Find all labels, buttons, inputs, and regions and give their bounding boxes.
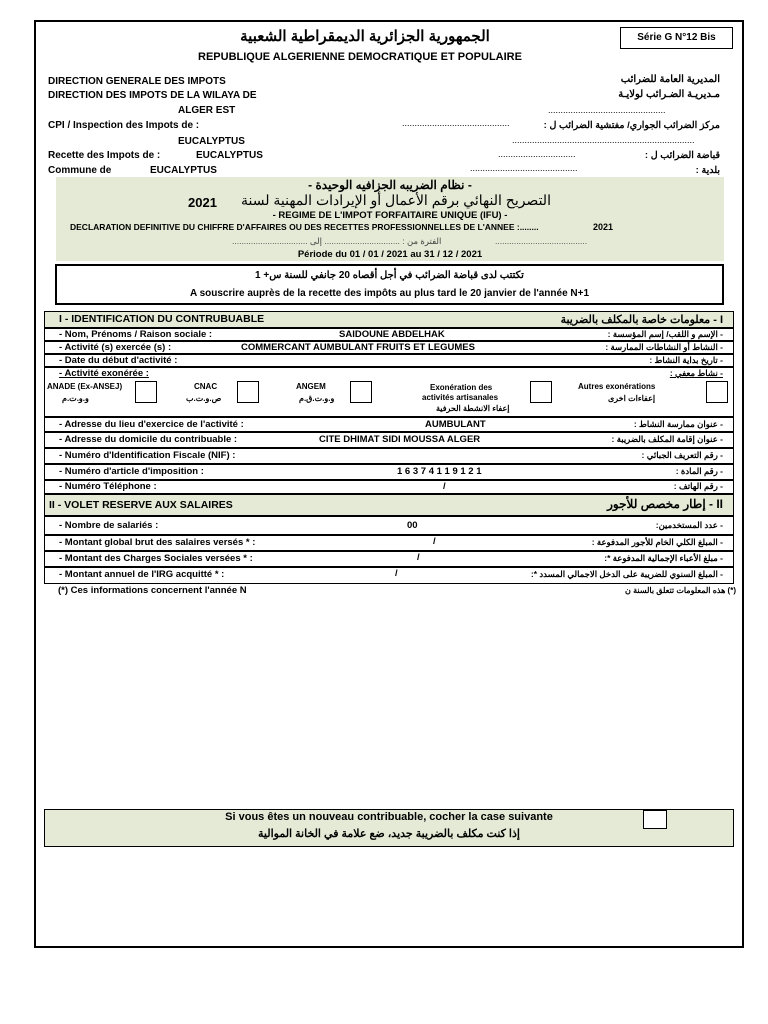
- charges-label-ar: - مبلغ الأعباء الإجمالية المدفوعة *:: [604, 553, 723, 563]
- article-label: - Numéro d'article d'imposition :: [59, 466, 204, 477]
- anade-label-ar: و.و.ت.م: [62, 394, 89, 403]
- regime-title-fr: - REGIME DE L'IMPOT FORFAITAIRE UNIQUE (IFU) -: [272, 210, 508, 221]
- dw-label: DIRECTION DES IMPOTS DE LA WILAYA DE: [48, 90, 257, 101]
- adresse-activite-label: - Adresse du lieu d'exercice de l'activité :: [59, 419, 244, 430]
- cnac-checkbox[interactable]: [237, 381, 259, 403]
- charges-label: - Montant des Charges Sociales versées * :: [59, 553, 253, 564]
- nb-salaries-label-ar: - عدد المستخدمين:: [655, 520, 723, 530]
- salaires-label: - Montant global brut des salaires versés * :: [59, 537, 256, 548]
- new-taxpayer-ar: إذا كنت مكلف بالضريبة جديد، ضع علامة في الخانة الموالية: [258, 828, 520, 840]
- dw-label-ar: مـديريـة الضـرائب لولايـة: [618, 89, 720, 100]
- adresse-activite-label-ar: - عنوان ممارسة النشاط :: [633, 419, 723, 429]
- autres-label: Autres exonérations: [578, 382, 656, 391]
- note-fr: (*) Ces informations concernent l'année N: [58, 585, 247, 596]
- irg-value: /: [395, 568, 398, 579]
- salaires-label-ar: - المبلغ الكلي الخام للأجور المدفوعة :: [591, 537, 723, 547]
- row-activite: [44, 341, 734, 354]
- nb-salaries-label: - Nombre de salariés :: [59, 520, 159, 531]
- cpi-label-ar: مركز الضرائب الجواري/ مفتشية الضرائب ل :: [543, 120, 720, 131]
- dw-dots: ...............................................: [548, 105, 666, 115]
- declaration-title-fr: DECLARATION DEFINITIVE DU CHIFFRE D'AFFAIRES OU DES RECETTES PROFESSIONNELLES DE L'ANNEE :........: [70, 222, 539, 232]
- exoneration-label: - Activité exonérée :: [59, 368, 149, 379]
- periode-fr: Période du 01 / 01 / 2021 au 31 / 12 / 2021: [297, 249, 483, 260]
- deadline-notice-ar: تكتتب لدى قباضة الضرائب في أجل أقصاه 20 جانفي للسنة س+ 1: [255, 270, 524, 281]
- activite-label: - Activité (s) exercée (s) :: [59, 342, 172, 353]
- cpi-value: EUCALYPTUS: [178, 136, 245, 147]
- adresse-domicile-label-ar: - عنوان إقامة المكلف بالضريبة :: [611, 434, 723, 444]
- row-date-debut: [44, 354, 734, 367]
- recette-label: Recette des Impots de :: [48, 150, 161, 161]
- date-debut-label: - Date du début d'activité :: [59, 355, 178, 366]
- cpi-dots: ...........................................: [402, 118, 510, 128]
- recette-dots: ...............................: [498, 149, 576, 159]
- nom-value: SAIDOUNE ABDELHAK: [339, 329, 445, 340]
- angem-label-ar: و.و.ت.ق.م: [299, 394, 335, 403]
- artisan-label-1: Exonération des: [430, 383, 493, 392]
- row-charges: [44, 551, 734, 567]
- declaration-year: 2021: [593, 222, 614, 232]
- section-1-title-fr: I - IDENTIFICATION DU CONTRUBUABLE: [59, 313, 265, 325]
- nom-label: - Nom, Prénoms / Raison sociale :: [59, 329, 213, 340]
- activite-label-ar: - النشاط أو النشاطات الممارسة :: [605, 342, 723, 352]
- cnac-label: CNAC: [194, 382, 218, 391]
- deadline-notice-fr: A souscrire auprès de la recette des impôts au plus tard le 20 janvier de l'année N+1: [189, 288, 590, 299]
- telephone-label: - Numéro Téléphone :: [59, 481, 157, 492]
- note-ar: (*) هذه المعلومات تتعلق بالسنة ن: [625, 586, 736, 595]
- article-label-ar: - رقم المادة :: [675, 466, 723, 476]
- date-debut-label-ar: - تاريخ بداية النشاط :: [649, 355, 723, 365]
- section-2-title-fr: II - VOLET RESERVE AUX SALAIRES: [49, 499, 233, 511]
- row-adresse-activite: [44, 417, 734, 432]
- exoneration-label-ar: - نشاط معفي :: [669, 368, 723, 378]
- anade-checkbox[interactable]: [135, 381, 157, 403]
- section-1-header: [44, 311, 734, 328]
- regime-title-ar: - نظام الضريبه الجزافيه الوحيدة -: [308, 178, 472, 192]
- periode-ar: الفترة من : ................................ إلى ................................: [232, 236, 442, 246]
- recette-value: EUCALYPTUS: [196, 150, 263, 161]
- commune-value: EUCALYPTUS: [150, 165, 217, 176]
- cpi-dots-2: .........................................................................: [512, 135, 695, 145]
- telephone-value: /: [443, 481, 446, 492]
- angem-label: ANGEM: [296, 382, 326, 391]
- artisan-checkbox[interactable]: [530, 381, 552, 403]
- activite-value: COMMERCANT AUMBULANT FRUITS ET LEGUMES: [241, 342, 475, 353]
- serie-badge: Série G N°12 Bis: [620, 27, 733, 49]
- telephone-label-ar: - رقم الهاتف :: [673, 481, 723, 491]
- wilaya-value: ALGER EST: [178, 105, 236, 116]
- republic-title-ar: الجمهورية الجزائرية الديمقراطية الشعبية: [240, 28, 490, 45]
- anade-label: ANADE (Ex-ANSEJ): [47, 382, 123, 391]
- autres-checkbox[interactable]: [706, 381, 728, 403]
- republic-title-fr: REPUBLIQUE ALGERIENNE DEMOCRATIQUE ET POPULAIRE: [198, 51, 522, 63]
- commune-dots: ...........................................: [470, 163, 578, 173]
- row-article: [44, 464, 734, 480]
- irg-label: - Montant annuel de l'IRG acquitté * :: [59, 569, 225, 580]
- new-taxpayer-checkbox[interactable]: [643, 810, 667, 829]
- section-2-title-ar: II - إطار مخصص للأجور: [607, 497, 723, 511]
- dg-label: DIRECTION GENERALE DES IMPOTS: [48, 76, 226, 87]
- irg-label-ar: - المبلغ السنوي للضريبة على الدخل الاجمالي المسدد *:: [530, 569, 723, 579]
- article-value: 1 6 3 7 4 1 1 9 1 2 1: [397, 466, 482, 477]
- recette-label-ar: قباضة الضرائب ل :: [644, 150, 720, 161]
- section-2-header: [44, 494, 734, 516]
- salaires-value: /: [433, 536, 436, 547]
- commune-label: Commune de: [48, 165, 112, 176]
- new-taxpayer-fr: Si vous êtes un nouveau contribuable, cocher la case suivante: [225, 811, 553, 823]
- row-adresse-domicile: [44, 432, 734, 448]
- commune-label-ar: بلدية :: [695, 165, 720, 176]
- row-nom: [44, 328, 734, 341]
- declaration-title-ar: التصريح النهائي برقم الأعمال أو الإيرادات المهنية لسنة: [241, 192, 551, 208]
- row-telephone: [44, 480, 734, 494]
- angem-checkbox[interactable]: [350, 381, 372, 403]
- row-salaires: [44, 535, 734, 551]
- artisan-label-2: activités artisanales: [422, 393, 499, 402]
- charges-value: /: [417, 552, 420, 563]
- row-nb-salaries: [44, 516, 734, 535]
- row-irg: [44, 567, 734, 584]
- dg-label-ar: المديرية العامة للضرائب: [620, 74, 720, 85]
- nif-label: - Numéro d'Identification Fiscale (NIF) :: [59, 450, 236, 461]
- artisan-label-ar: إعفاء الانشطة الحرفية: [436, 404, 510, 413]
- adresse-domicile-value: CITE DHIMAT SIDI MOUSSA ALGER: [319, 434, 481, 445]
- title-year: 2021: [188, 195, 217, 210]
- periode-dots: .......................................: [495, 236, 588, 246]
- nb-salaries-value: 00: [407, 520, 418, 531]
- section-1-title-ar: I - معلومات خاصة بالمكلف بالضريبة: [560, 314, 723, 326]
- nom-label-ar: - الإسم و اللقب/ إسم المؤسسة :: [607, 329, 723, 339]
- adresse-domicile-label: - Adresse du domicile du contribuable :: [59, 434, 238, 445]
- cpi-label: CPI / Inspection des Impots de :: [48, 120, 200, 131]
- nif-label-ar: - رقم التعريف الجبائي :: [641, 450, 723, 460]
- autres-label-ar: إعفاءات اخرى: [608, 394, 656, 403]
- cnac-label-ar: ص.و.ت.ب: [186, 394, 222, 403]
- row-nif: [44, 448, 734, 464]
- adresse-activite-value: AUMBULANT: [425, 419, 486, 430]
